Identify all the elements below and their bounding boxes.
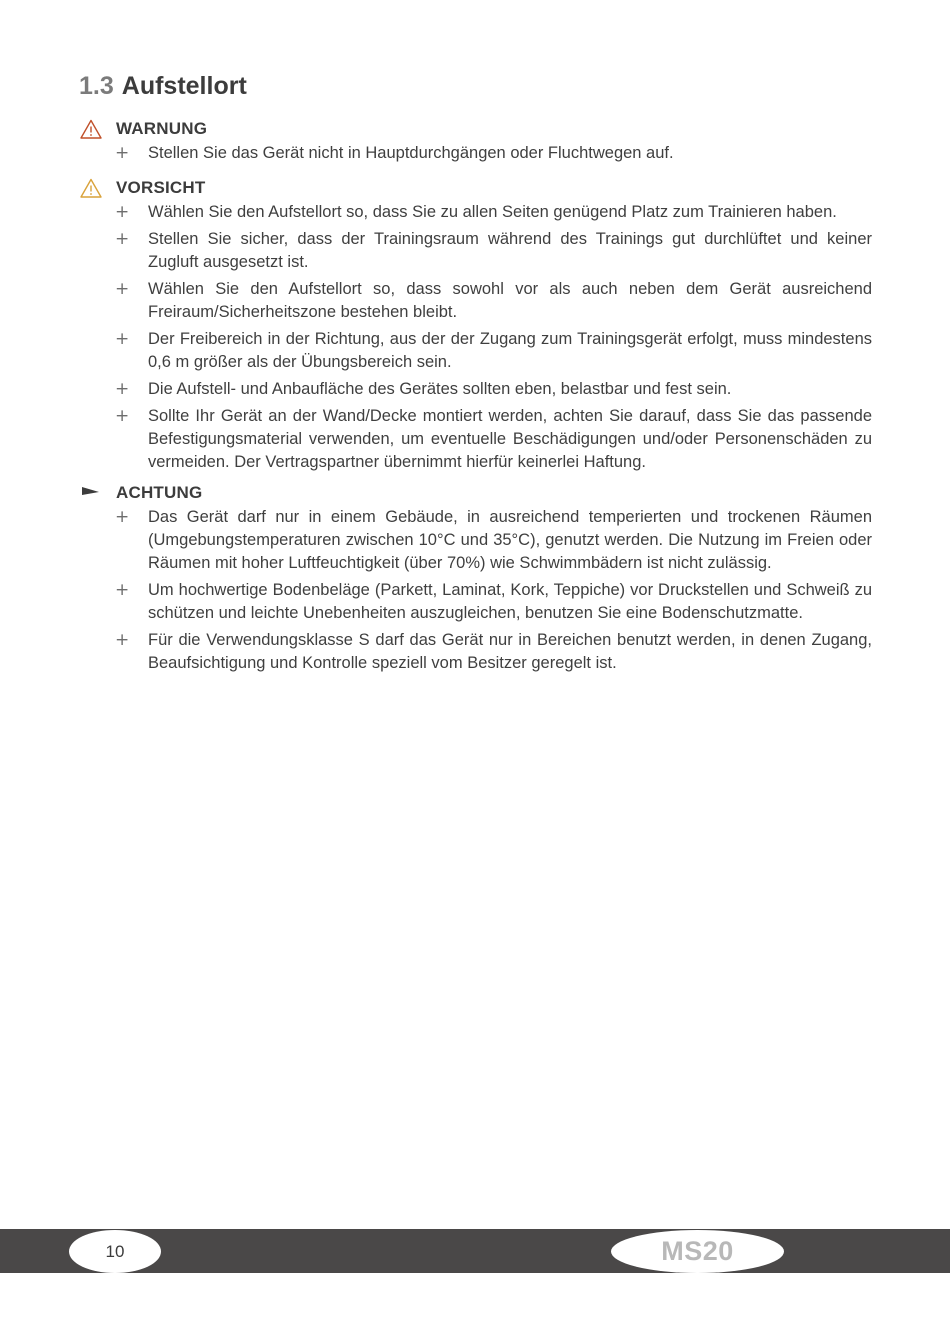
plus-bullet-icon: + [115,507,130,527]
plus-bullet-icon: + [115,279,130,299]
section-number: 1.3 [79,72,114,100]
plus-bullet-icon: + [115,580,130,600]
plus-bullet-icon: + [115,329,130,349]
plus-bullet-icon: + [115,229,130,249]
list-item: + Die Aufstell- und Anbaufläche des Gerätes sollten eben, belastbar und fest sein. [115,379,732,399]
plus-bullet-icon: + [115,630,130,650]
list-item: + Um hochwertige Bodenbeläge (Parkett, Laminat, Kork, Teppiche) vor Druckstellen und Schweiß zu schützen und leichte Unebenheiten auszugleichen, benutzen Sie eine Bodenschutzmatte. [115,580,872,622]
attention-section [0,482,950,679]
plus-bullet-icon: + [115,406,130,426]
attention-list [0,506,950,675]
plus-bullet-icon: + [115,202,130,222]
model-logo: MS20 [611,1230,784,1273]
list-item: + Das Gerät darf nur in einem Gebäude, in ausreichend temperierten und trockenen Räumen (Umgebungstemperaturen zwischen 10°C und 35°C), genutzt werden. Die Nutzung im Freien oder Räumen mit hoher Luftfeuchtigkeit (über 70%) wie Schwimmbädern ist nicht zulässig. [115,507,872,572]
attention-title: ACHTUNG [116,483,203,502]
list-item: + Stellen Sie das Gerät nicht in Hauptdurchgängen oder Fluchtwegen auf. [115,143,674,163]
pointer-arrow-icon [80,483,102,503]
caution-section [0,177,950,478]
warning-list [0,142,950,165]
warning-section [0,118,950,169]
plus-bullet-icon: + [115,143,130,163]
page-number: 10 [69,1230,161,1273]
section-title: Aufstellort [121,72,247,100]
list-item: + Wählen Sie den Aufstellort so, dass sowohl vor als auch neben dem Gerät ausreichend Freiraum/Sicherheitszone bestehen bleibt. [115,279,872,321]
list-item: + Für die Verwendungsklasse S darf das Gerät nur in Bereichen benutzt werden, in denen Zugang, Beaufsichtigung und Kontrolle speziell vom Besitzer geregelt ist. [115,630,872,672]
warning-title: WARNUNG [116,119,208,138]
list-item: + Sollte Ihr Gerät an der Wand/Decke montiert werden, achten Sie darauf, dass Sie das passende Befestigungsmaterial verwenden, um eventuelle Beschädigungen und/oder Personenschäden zu vermeiden. Der Vertragspartner übernimmt hierfür keinerlei Haftung. [115,406,872,471]
caution-list [0,201,950,474]
warning-triangle-icon [80,119,102,139]
list-item: + Der Freibereich in der Richtung, aus der der Zugang zum Trainingsgerät erfolgt, muss mindestens 0,6 m größer als der Übungsbereich sein. [115,329,872,371]
caution-triangle-icon [80,178,102,198]
plus-bullet-icon: + [115,379,130,399]
section-heading [79,70,247,102]
caution-title: VORSICHT [116,178,206,197]
list-item: + Stellen Sie sicher, dass der Trainingsraum während des Trainings gut durchlüftet und keiner Zugluft ausgesetzt ist. [115,229,872,271]
list-item: + Wählen Sie den Aufstellort so, dass Sie zu allen Seiten genügend Platz zum Trainieren haben. [115,202,837,222]
